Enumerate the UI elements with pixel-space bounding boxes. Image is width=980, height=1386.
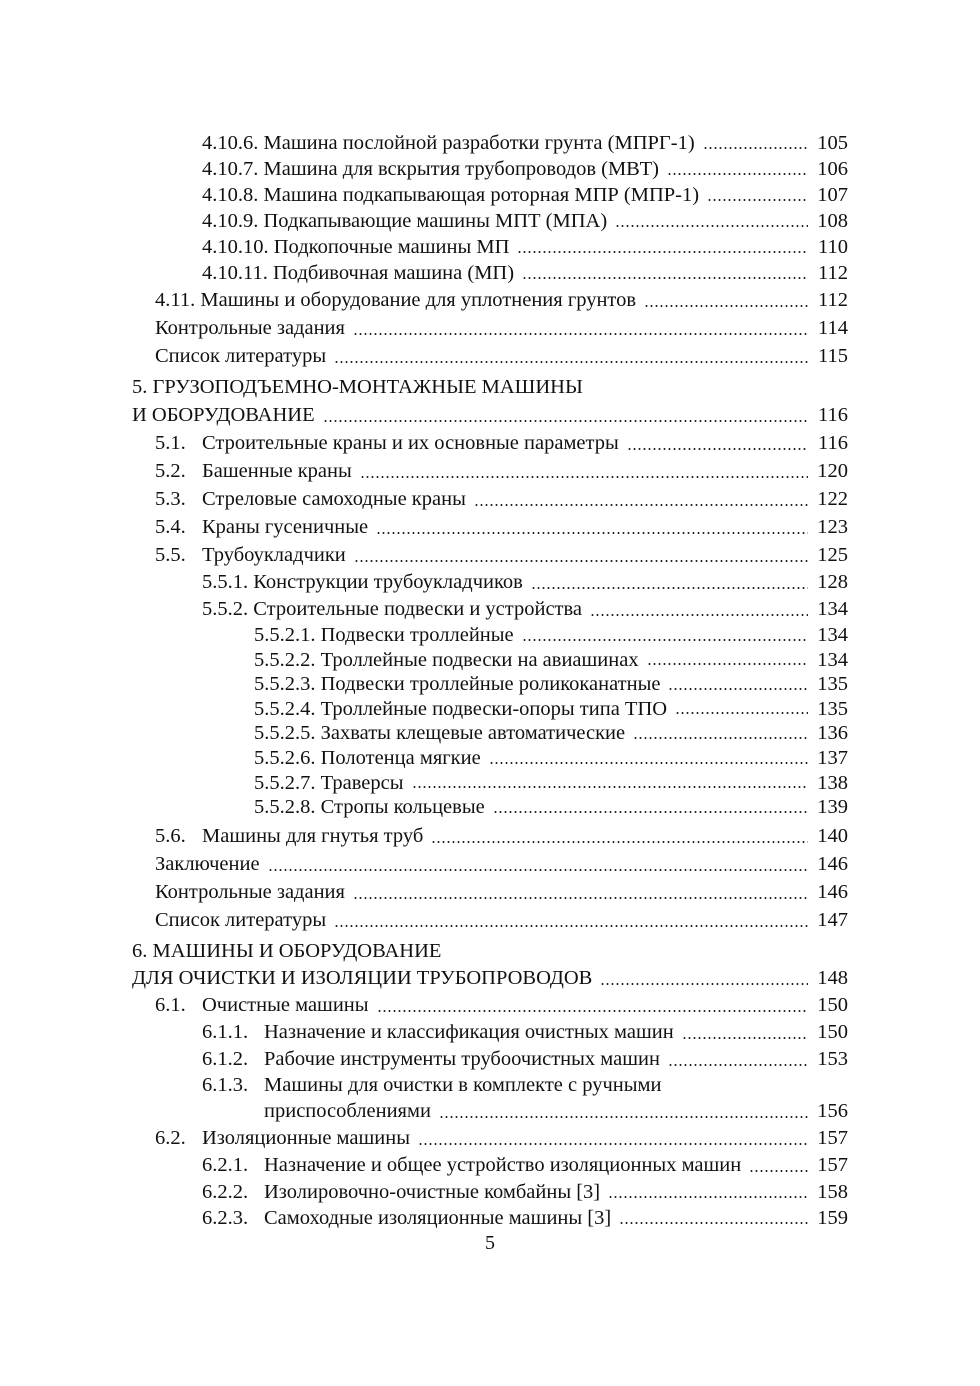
entry-title: Назначение и общее устройство изоляционных машин (264, 1153, 742, 1176)
entry-page: 122 (817, 488, 848, 510)
entry-title: Траверсы (320, 771, 404, 794)
entry-page: 139 (817, 796, 848, 819)
entry-title: Подкопочные машины МП (273, 236, 510, 258)
toc-entry (132, 906, 848, 934)
entry-number: 6.1.1. (202, 1020, 249, 1043)
toc-group-5-end (132, 822, 848, 934)
entry-page: 105 (817, 132, 848, 154)
entry-title: Стреловые самоходные краны (202, 488, 466, 510)
toc-entry (132, 721, 848, 746)
entry-page: 123 (817, 516, 848, 538)
entry-number: 6.1.2. (202, 1047, 249, 1070)
entry-title: Машина для вскрытия трубопроводов (МВТ) (263, 158, 659, 180)
leader-dots (600, 983, 808, 985)
entry-page: 116 (818, 432, 848, 454)
entry-title: Машины и оборудование для уплотнения грунтов (200, 289, 637, 311)
entry-page: 136 (817, 722, 848, 745)
toc-entry (132, 795, 848, 820)
entry-title: Машина подкапывающая роторная МПР (МПР-1) (263, 184, 700, 206)
entry-page: 128 (817, 571, 848, 593)
entry-title: Подвески троллейные (320, 624, 514, 646)
entry-page: 156 (817, 1099, 848, 1122)
entry-page: 115 (818, 345, 848, 367)
leader-dots (353, 897, 808, 899)
entry-page: 107 (817, 184, 848, 206)
entry-title: Назначение и классификация очистных машин (264, 1020, 674, 1043)
toc-entry (132, 697, 848, 722)
entry-title: Контрольные задания (155, 317, 345, 339)
toc-entry (132, 1179, 848, 1205)
leader-dots (633, 737, 808, 739)
entry-page: 158 (817, 1180, 848, 1203)
leader-dots (377, 1010, 808, 1012)
leader-dots (360, 476, 808, 478)
entry-page: 125 (817, 544, 848, 566)
entry-title: Список литературы (155, 345, 327, 367)
toc-entry (132, 485, 848, 513)
toc-entry (132, 457, 848, 485)
entry-page: 147 (817, 908, 848, 931)
toc-entry (132, 746, 848, 771)
entry-title: Подвески троллейные роликоканатные (320, 673, 661, 696)
leader-dots (590, 614, 808, 616)
entry-page: 150 (817, 1020, 848, 1043)
toc-entry (132, 342, 848, 370)
leader-dots (749, 1170, 808, 1172)
entry-page: 134 (817, 648, 848, 671)
entry-number: 4.10.9. (202, 210, 259, 232)
entry-title: Подкапывающие машины МПТ (МПА) (263, 210, 608, 232)
toc-entry (132, 1125, 848, 1152)
toc-entry (132, 965, 848, 992)
entry-page: 135 (817, 673, 848, 696)
entry-number: 6.1. (155, 993, 186, 1016)
toc-entry-continuation (132, 1098, 848, 1125)
leader-dots (707, 199, 808, 201)
entry-number: 5.6. (155, 824, 186, 847)
entry-number: 4.10.10. (202, 236, 269, 258)
entry-title-line1: Машины для очистки в комплекте с ручными (264, 1073, 662, 1096)
toc-group-6 (132, 992, 848, 1231)
entry-title: Захваты клещевые автоматические (320, 722, 626, 745)
leader-dots (268, 869, 808, 871)
toc-entry (132, 314, 848, 342)
toc-entry (132, 878, 848, 906)
toc-entry (132, 513, 848, 541)
entry-number: 5.5. (155, 544, 186, 566)
leader-dots (323, 420, 808, 422)
entry-title: Конструкции трубоукладчиков (253, 571, 523, 593)
leader-dots (627, 448, 808, 450)
entry-page: 112 (818, 262, 848, 284)
entry-title: Башенные краны (202, 460, 352, 482)
entry-number: 5.5.2.1. (254, 624, 316, 646)
entry-title: Заключение (155, 852, 260, 875)
entry-page: 108 (817, 210, 848, 232)
leader-dots (668, 688, 808, 690)
entry-number: 6.1.3. (202, 1073, 249, 1096)
entry-page: 148 (817, 966, 848, 989)
toc-entry (132, 850, 848, 878)
entry-number: 5.5.2.3. (254, 673, 316, 696)
entry-title: Список литературы (155, 908, 327, 931)
toc-entry (132, 1046, 848, 1073)
toc-entry (132, 208, 848, 234)
toc-entry (132, 822, 848, 850)
entry-title: Краны гусеничные (202, 516, 369, 538)
leader-dots (431, 841, 808, 843)
entry-title: Самоходные изоляционные машины [3] (264, 1206, 612, 1229)
leader-dots (615, 225, 808, 227)
entry-page: 134 (817, 598, 848, 620)
entry-number: 5.3. (155, 488, 186, 510)
entry-title: Машины для гнутья труб (202, 824, 424, 847)
entry-page: 153 (817, 1047, 848, 1070)
leader-dots (668, 1064, 808, 1066)
leader-dots (334, 361, 808, 363)
entry-page: 120 (817, 460, 848, 482)
leader-dots (418, 1143, 808, 1145)
entry-page: 140 (817, 824, 848, 847)
entry-number: 4.10.8. (202, 184, 259, 206)
chapter-5-heading (132, 374, 848, 429)
entry-title: Стропы кольцевые (320, 796, 485, 819)
entry-page: 135 (817, 697, 848, 720)
entry-title: Строительные подвески и устройства (253, 598, 583, 620)
chapter-title-line1: 6. МАШИНЫ И ОБОРУДОВАНИЕ (132, 939, 442, 962)
entry-number: 5.5.2.2. (254, 648, 316, 671)
entry-title: Троллейные подвески на авиашинах (320, 648, 639, 671)
entry-page: 157 (817, 1126, 848, 1149)
entry-page: 106 (817, 158, 848, 180)
toc-entry (132, 1152, 848, 1179)
entry-number: 5.4. (155, 516, 186, 538)
toc-entry (132, 1019, 848, 1046)
entry-page: 150 (817, 993, 848, 1016)
toc-entry (132, 623, 848, 648)
entry-page: 146 (817, 852, 848, 875)
toc-group-5-5-2 (132, 623, 848, 820)
toc-entry (132, 286, 848, 314)
toc-entry (132, 541, 848, 569)
leader-dots (354, 560, 808, 562)
leader-dots (522, 639, 808, 641)
entry-page: 134 (817, 624, 848, 646)
leader-dots (334, 925, 808, 927)
chapter-title-line2: И ОБОРУДОВАНИЕ (132, 404, 315, 426)
entry-title: Полотенца мягкие (320, 746, 481, 769)
entry-number: 6.2. (155, 1126, 186, 1149)
leader-dots (667, 173, 808, 175)
leader-dots (522, 277, 808, 279)
entry-page: 146 (817, 880, 848, 903)
toc-entry (132, 1205, 848, 1231)
entry-number: 4.11. (155, 289, 196, 311)
leader-dots (493, 811, 808, 813)
toc-group-4-10 (132, 130, 848, 286)
entry-number: 5.1. (155, 432, 186, 454)
leader-dots (703, 147, 808, 149)
entry-page: 159 (817, 1206, 848, 1229)
entry-title: Изоляционные машины (202, 1126, 410, 1149)
toc-entry (132, 648, 848, 673)
entry-title: Троллейные подвески-опоры типа ТПО (320, 697, 668, 720)
entry-number: 6.2.3. (202, 1206, 249, 1229)
entry-page: 112 (818, 289, 848, 311)
entry-number: 5.5.2.8. (254, 796, 316, 819)
entry-number: 5.5.2.5. (254, 722, 316, 745)
entry-number: 4.10.11. (202, 262, 268, 284)
toc-entry (132, 672, 848, 697)
entry-number: 5.5.2.4. (254, 697, 316, 720)
leader-dots (644, 305, 808, 307)
leader-dots (619, 1222, 808, 1224)
toc-entry (132, 429, 848, 457)
toc-entry-multiline (132, 1073, 848, 1098)
toc-entry (132, 401, 848, 429)
toc-entry (132, 156, 848, 182)
table-of-contents (132, 130, 848, 1231)
entry-number: 6.2.1. (202, 1153, 249, 1176)
leader-dots (531, 587, 808, 589)
toc-entry (132, 771, 848, 796)
leader-dots (608, 1196, 808, 1198)
leader-dots (412, 786, 809, 788)
entry-number: 6.2.2. (202, 1180, 249, 1203)
leader-dots (675, 712, 808, 714)
entry-title-line2: приспособлениями (264, 1099, 431, 1122)
entry-title: Изолировочно-очистные комбайны [3] (264, 1180, 601, 1203)
leader-dots (517, 251, 808, 253)
entry-number: 5.5.2. (202, 598, 249, 620)
toc-entry (132, 234, 848, 260)
leader-dots (439, 1116, 808, 1118)
entry-number: 5.5.2.7. (254, 771, 316, 794)
entry-title: Строительные краны и их основные параметры (202, 432, 619, 454)
leader-dots (474, 504, 808, 506)
entry-number: 5.5.1. (202, 571, 249, 593)
toc-group-4-end (132, 286, 848, 370)
entry-number: 5.5.2.6. (254, 746, 316, 769)
entry-page: 157 (817, 1153, 848, 1176)
entry-title: Очистные машины (202, 993, 369, 1016)
toc-entry (132, 992, 848, 1019)
entry-page: 114 (818, 317, 848, 339)
entry-number: 4.10.7. (202, 158, 259, 180)
toc-entry (132, 182, 848, 208)
chapter-title-line1: 5. ГРУЗОПОДЪЕМНО-МОНТАЖНЫЕ МАШИНЫ (132, 376, 583, 398)
toc-entry (132, 596, 848, 623)
entry-title: Трубоукладчики (202, 544, 346, 566)
toc-entry (132, 569, 848, 596)
toc-group-5 (132, 429, 848, 569)
entry-number: 5.2. (155, 460, 186, 482)
entry-page: 137 (817, 746, 848, 769)
entry-title: Рабочие инструменты трубоочистных машин (264, 1047, 660, 1070)
entry-title: Машина послойной разработки грунта (МПРГ-1) (263, 132, 695, 154)
entry-title: Контрольные задания (155, 880, 345, 903)
leader-dots (682, 1037, 808, 1039)
leader-dots (489, 762, 808, 764)
entry-title: Подбивочная машина (МП) (273, 262, 515, 284)
leader-dots (353, 333, 808, 335)
entry-page: 138 (817, 771, 848, 794)
toc-entry (132, 130, 848, 156)
chapter-title-line2: ДЛЯ ОЧИСТКИ И ИЗОЛЯЦИИ ТРУБОПРОВОДОВ (132, 966, 593, 989)
chapter-6-heading (132, 938, 848, 992)
leader-dots (376, 532, 808, 534)
toc-entry (132, 260, 848, 286)
entry-number: 4.10.6. (202, 132, 259, 154)
toc-group-5-5 (132, 569, 848, 623)
page-number: 5 (485, 1232, 495, 1254)
entry-page: 116 (818, 404, 848, 426)
leader-dots (647, 663, 808, 665)
entry-page: 110 (818, 236, 848, 258)
